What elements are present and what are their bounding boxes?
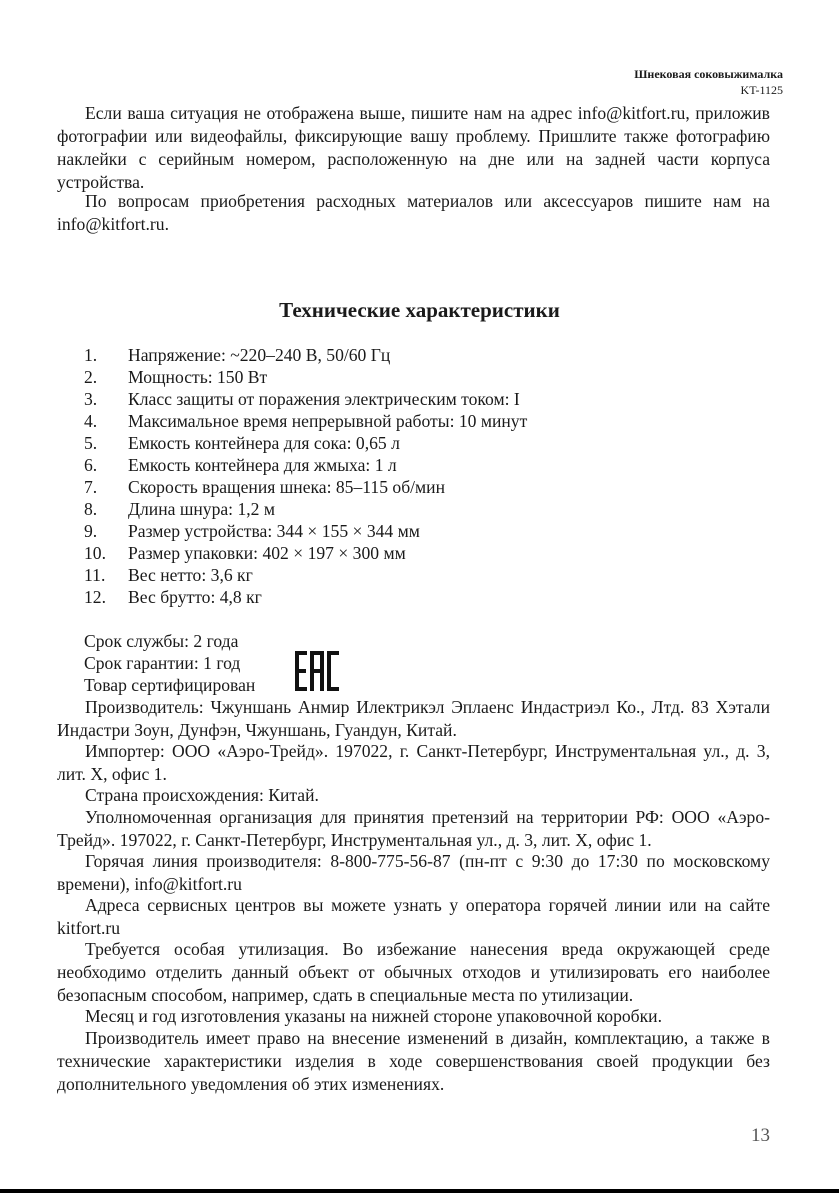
eac-certification-mark [295, 651, 339, 691]
page-header [634, 66, 783, 98]
warranty-period: Срок гарантии: 1 год [84, 653, 241, 673]
disposal-paragraph: Требуется особая утилизация. Во избежание нанесения вреда окружающей среде необходимо отделить данный объект от обычных отходов и утилизировать его наиболее безопасным способом, например, сдать в специальные места по утилизации. [57, 939, 770, 1005]
spec-text: Емкость контейнера для жмыха: 1 л [128, 455, 397, 475]
changes-paragraph: Производитель имеет право на внесение изменений в дизайн, комплектацию, а также в технические характеристики изделия в ходе совершенствования своей продукции без дополнительного уведомления об этих изменениях. [57, 1028, 770, 1094]
spec-text: Вес нетто: 3,6 кг [128, 565, 253, 585]
spec-number: 5. [84, 433, 98, 453]
spec-item [84, 366, 527, 388]
spec-item [84, 432, 527, 454]
spec-item [84, 454, 527, 476]
intro-paragraph-accessories: По вопросам приобретения расходных материалов или аксессуаров пишите нам на info@kitfort.ru. [57, 191, 770, 234]
service-life: Срок службы: 2 года [84, 631, 239, 651]
spec-item [84, 388, 527, 410]
hotline-paragraph: Горячая линия производителя: 8-800-775-56-87 (пн-пт с 9:30 до 17:30 по московскому времени), info@kitfort.ru [57, 851, 770, 894]
spec-number: 12. [84, 587, 106, 607]
spec-text: Размер упаковки: 402 × 197 × 300 мм [128, 543, 406, 563]
spec-number: 6. [84, 455, 98, 475]
spec-number: 3. [84, 389, 98, 409]
spec-text: Вес брутто: 4,8 кг [128, 587, 262, 607]
bottom-border [0, 1189, 839, 1193]
spec-item [84, 344, 527, 366]
spec-item [84, 410, 527, 432]
spec-number: 4. [84, 411, 98, 431]
manufacturer-paragraph: Производитель: Чжуншань Анмир Илектрикэл Эплаенс Индастриэл Ко., Лтд. 83 Хэтали Индастри Зоун, Дунфэн, Чжуншань, Гуандун, Китай. [57, 697, 770, 740]
spec-text: Напряжение: ~220–240 В, 50/60 Гц [128, 345, 391, 365]
spec-item [84, 476, 527, 498]
spec-number: 8. [84, 499, 98, 519]
spec-number: 10. [84, 543, 106, 563]
product-name: Шнековая соковыжималка [634, 67, 783, 81]
spec-number: 2. [84, 367, 98, 387]
spec-text: Скорость вращения шнека: 85–115 об/мин [128, 477, 446, 497]
spec-text: Класс защиты от поражения электрическим током: I [128, 389, 520, 409]
spec-number: 9. [84, 521, 98, 541]
section-title: Технические характеристики [279, 298, 560, 322]
spec-number: 11. [84, 565, 106, 585]
service-centers-paragraph: Адреса сервисных центров вы можете узнать у оператора горячей линии или на сайте kitfort.ru [57, 895, 770, 938]
spec-text: Длина шнура: 1,2 м [128, 499, 275, 519]
certification-text: Товар сертифицирован [84, 675, 256, 695]
importer-paragraph: Импортер: ООО «Аэро-Трейд». 197022, г. Санкт-Петербург, Инструментальная ул., д. 3, лит. Х, офис 1. [57, 741, 770, 784]
authorized-organization-paragraph: Уполномоченная организация для принятия претензий на территории РФ: ООО «Аэро-Трейд». 197022, г. Санкт-Петербург, Инструментальная ул., д. 3, лит. Х, офис 1. [57, 807, 770, 850]
spec-number: 1. [84, 345, 98, 365]
origin-paragraph: Страна происхождения: Китай. [85, 785, 319, 805]
model-number: KT-1125 [740, 83, 783, 97]
spec-text: Максимальное время непрерывной работы: 10 минут [128, 411, 528, 431]
spec-item [84, 586, 527, 608]
spec-number: 7. [84, 477, 98, 497]
spec-text: Мощность: 150 Вт [128, 367, 268, 387]
spec-item [84, 542, 527, 564]
spec-text: Размер устройства: 344 × 155 × 344 мм [128, 521, 420, 541]
spec-item [84, 520, 527, 542]
page-number: 13 [751, 1125, 770, 1146]
production-date-paragraph: Месяц и год изготовления указаны на нижней стороне упаковочной коробки. [85, 1006, 662, 1026]
spec-text: Емкость контейнера для сока: 0,65 л [128, 433, 400, 453]
spec-item [84, 498, 527, 520]
spec-item [84, 564, 527, 586]
specs-list [84, 344, 527, 608]
intro-paragraph-photos: Если ваша ситуация не отображена выше, пишите нам на адрес info@kitfort.ru, приложив фотографии или видеофайлы, фиксирующие вашу проблему. Пришлите также фотографию наклейки с серийным номером, расположенную на дне или на задней части корпуса устройства. [57, 103, 770, 192]
